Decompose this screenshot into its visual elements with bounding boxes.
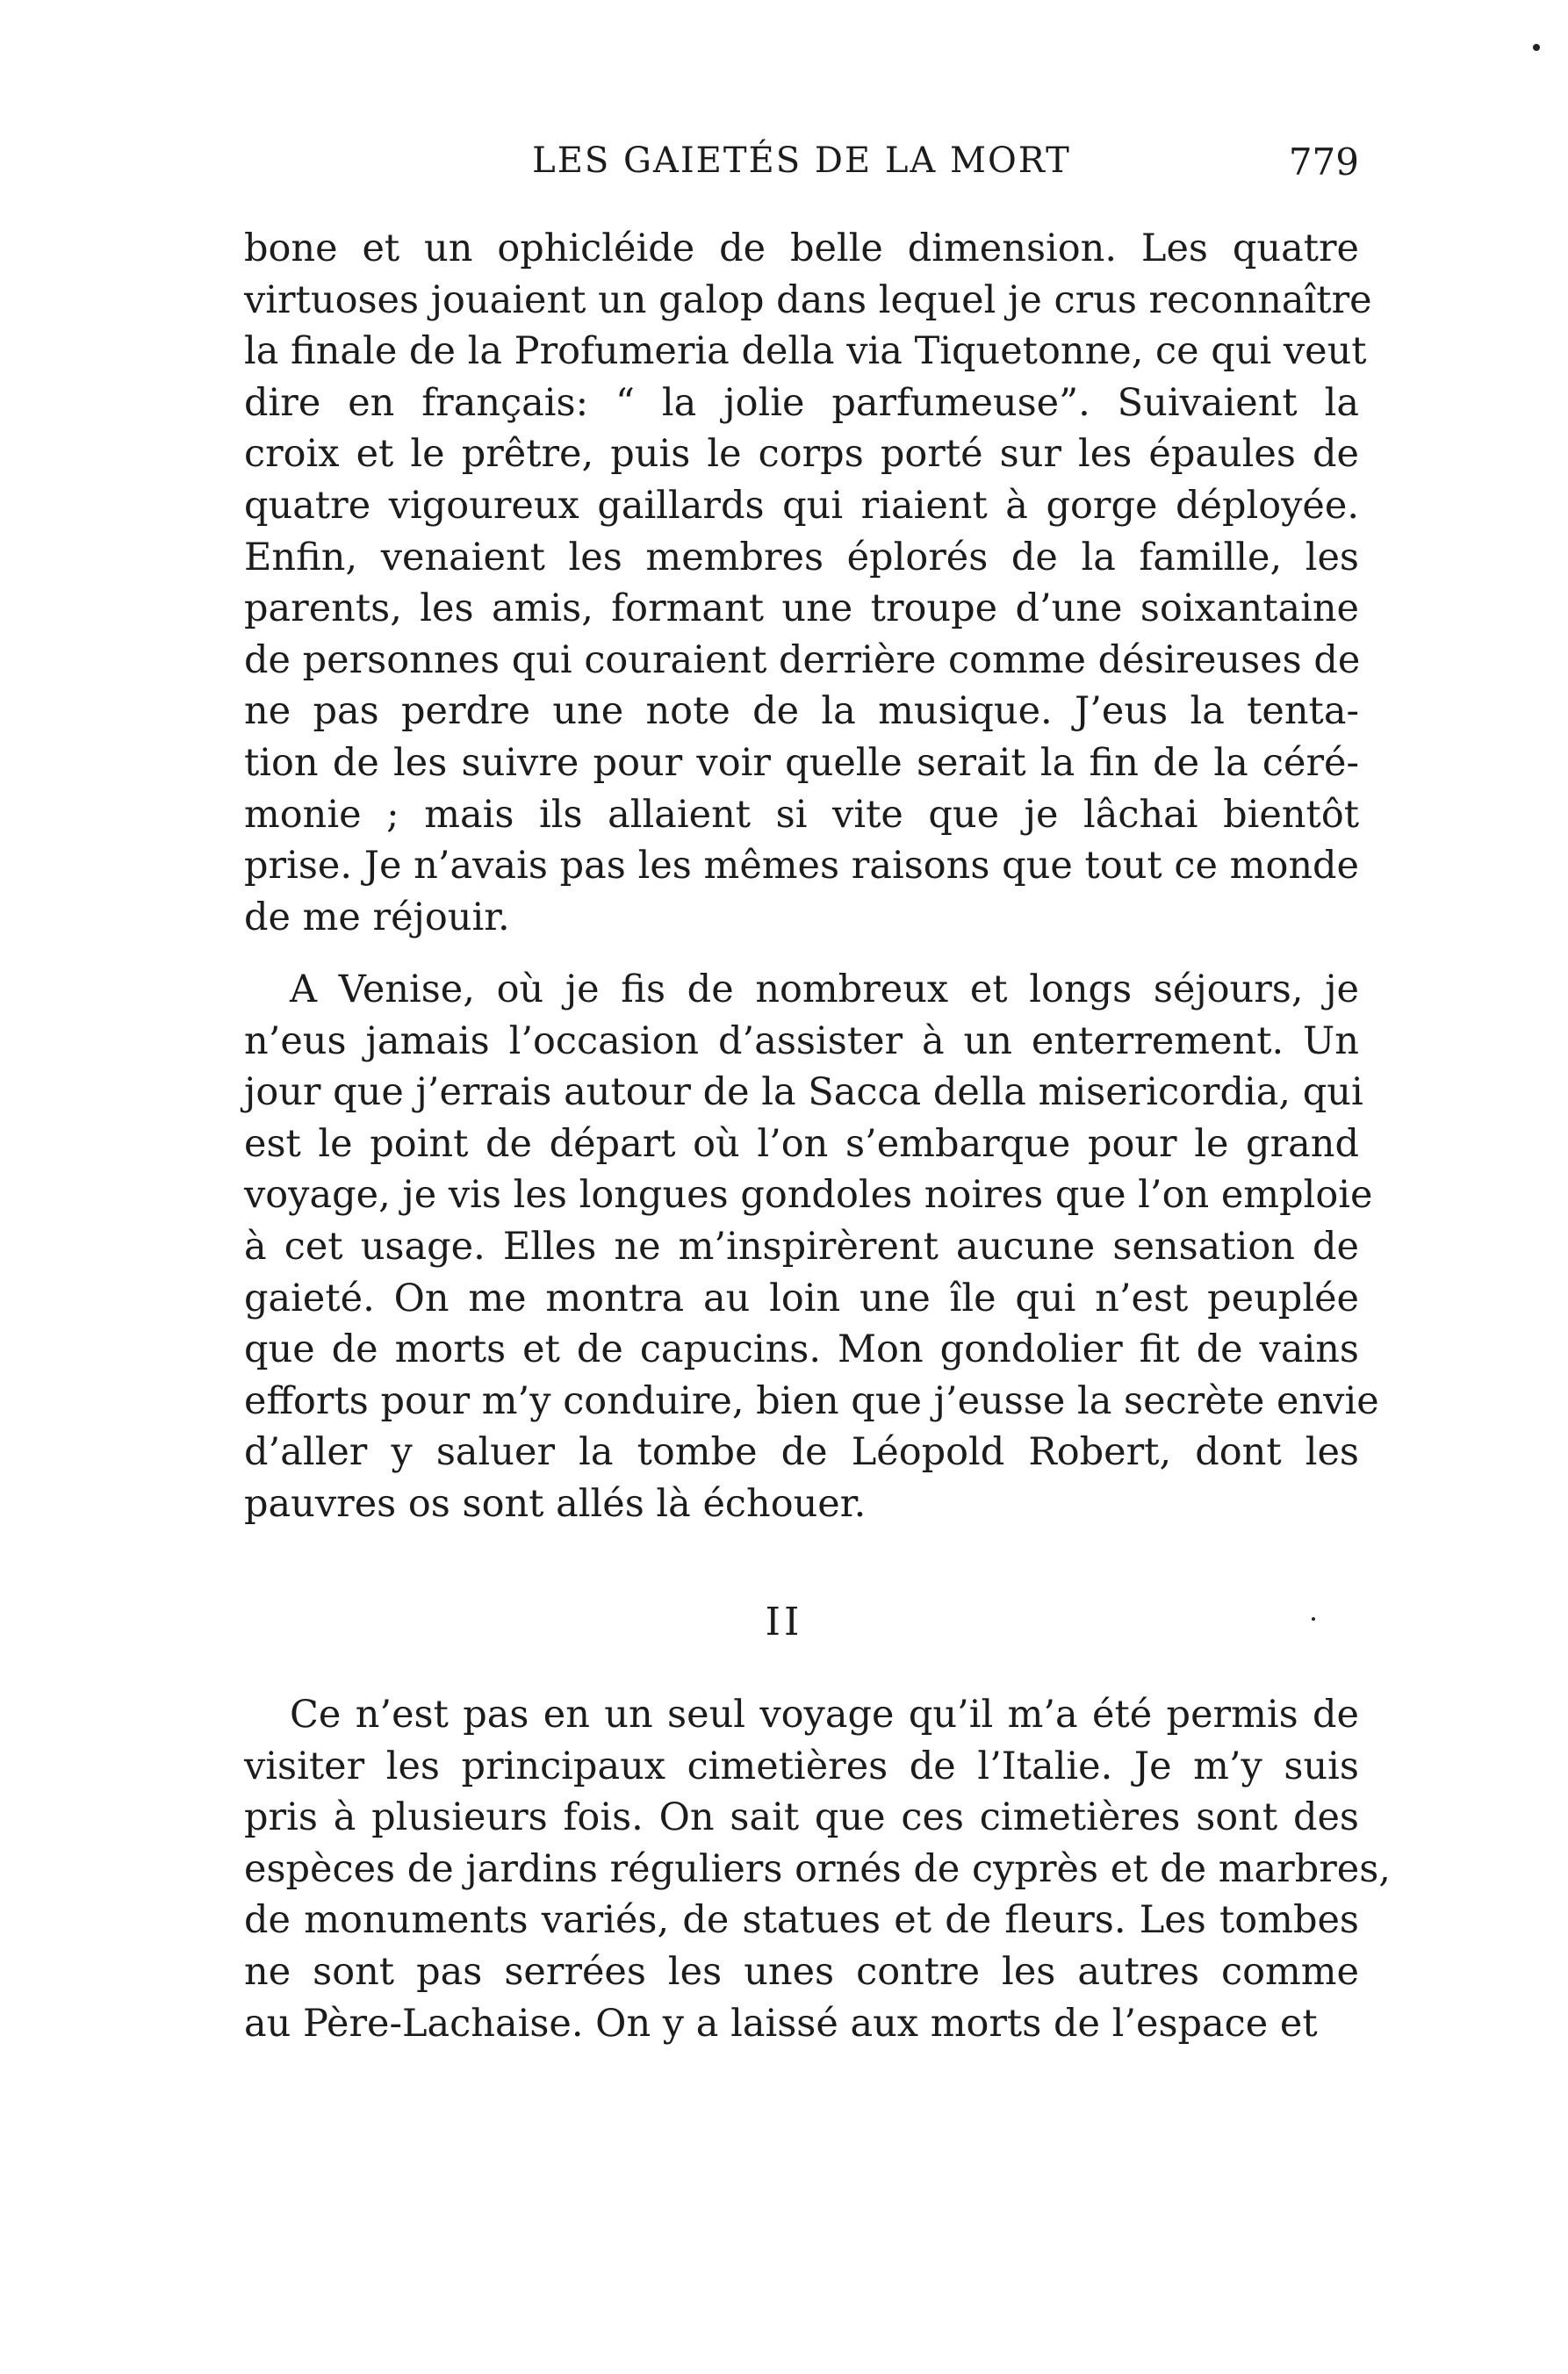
text-line: d’aller y saluer la tombe de Léopold Robert, dont les	[244, 1430, 1359, 1475]
margin-speck	[1533, 44, 1540, 51]
section-heading: II	[765, 1600, 803, 1644]
text-line: Ce n’est pas en un seul voyage qu’il m’a été permis de	[290, 1693, 1359, 1737]
text-line: n’eus jamais l’occasion d’assister à un enterrement. Un	[244, 1018, 1359, 1063]
page-number: 779	[1288, 140, 1359, 183]
text-line: visiter les principaux cimetières de l’Italie. Je m’y suis	[244, 1744, 1359, 1788]
text-line: est le point de départ où l’on s’embarque pour le grand	[244, 1121, 1359, 1166]
text-line: quatre vigoureux gaillards qui riaient à gorge déployée.	[244, 484, 1359, 528]
text-line: pauvres os sont allés là échouer.	[244, 1482, 867, 1526]
text-line: gaieté. On me montra au loin une île qui n’est peuplée	[244, 1276, 1359, 1320]
text-line: bone et un ophicléide de belle dimension. Les quatre	[244, 227, 1359, 270]
text-line: prise. Je n’avais pas les mêmes raisons que tout ce monde	[244, 844, 1359, 888]
text-line: à cet usage. Elles ne m’inspirèrent aucune sensation de	[244, 1225, 1359, 1269]
text-line: efforts pour m’y conduire, bien que j’eusse la secrète envie	[244, 1378, 1379, 1423]
text-line: dire en français: “ la jolie parfumeuse”. Suivaient la	[244, 380, 1359, 425]
text-line: espèces de jardins réguliers ornés de cyprès et de marbres,	[244, 1846, 1391, 1891]
text-line: croix et le prêtre, puis le corps porté sur les épaules de	[244, 432, 1359, 477]
margin-speck	[1312, 1617, 1315, 1621]
text-line: parents, les amis, formant une troupe d’une soixantaine	[244, 586, 1359, 631]
text-line: tion de les suivre pour voir quelle serait la fin de la céré-	[244, 741, 1359, 785]
text-line: ne sont pas serrées les unes contre les autres comme	[244, 1950, 1359, 1994]
text-line: monie ; mais ils allaient si vite que je lâchai bientôt	[244, 792, 1359, 837]
page-header	[244, 140, 1359, 193]
text-line: virtuoses jouaient un galop dans lequel je crus reconnaître	[244, 277, 1372, 322]
text-line: jour que j’errais autour de la Sacca della misericordia, qui	[244, 1070, 1363, 1115]
text-line: que de morts et de capucins. Mon gondolier fit de vains	[244, 1327, 1359, 1372]
text-line: Enfin, venaient les membres éplorés de la famille, les	[244, 535, 1359, 579]
text-line: ne pas perdre une note de la musique. J’eus la tenta-	[244, 689, 1359, 734]
text-line: pris à plusieurs fois. On sait que ces cimetières sont des	[244, 1795, 1359, 1840]
text-line: A Venise, où je fis de nombreux et longs séjours, je	[290, 968, 1359, 1011]
text-line: au Père-Lachaise. On y a laissé aux morts de l’espace et	[244, 2001, 1318, 2046]
text-line: voyage, je vis les longues gondoles noires que l’on emploie	[244, 1173, 1373, 1218]
running-title: LES GAIETÉS DE LA MORT	[532, 140, 1071, 181]
text-line: de monuments variés, de statues et de fleurs. Les tombes	[244, 1898, 1359, 1943]
text-line: de me réjouir.	[244, 895, 510, 939]
text-line: la finale de la Profumeria della via Tiquetonne, ce qui veut	[244, 329, 1367, 374]
text-line: de personnes qui couraient derrière comme désireuses de	[244, 637, 1361, 682]
